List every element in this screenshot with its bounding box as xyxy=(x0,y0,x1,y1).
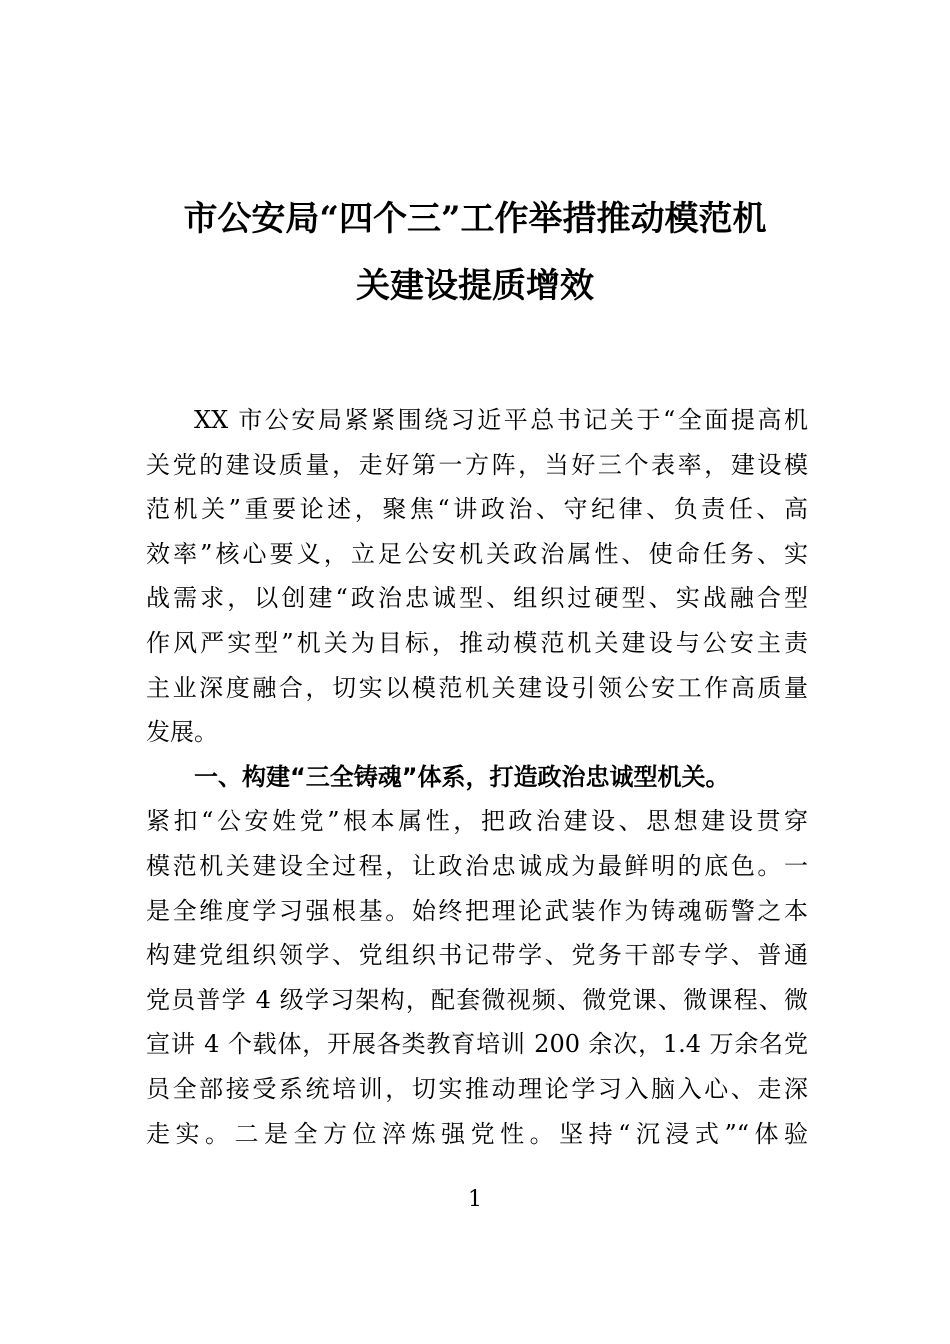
document-body xyxy=(146,398,808,1156)
body-line: 作风严实型”机关为目标，推动模范机关建设与公安主责 xyxy=(146,628,808,657)
document-title-line-2: 关建设提质增效 xyxy=(356,266,594,306)
body-line: 效率”核心要义，立足公安机关政治属性、使命任务、实 xyxy=(146,539,808,568)
body-line: 关党的建设质量，走好第一方阵，当好三个表率，建设模 xyxy=(146,450,808,479)
body-line: 发展。 xyxy=(146,718,218,747)
body-line: 主业深度融合，切实以模范机关建设引领公安工作高质量 xyxy=(146,673,808,702)
document-title-line-1: 市公安局“四个三”工作举措推动模范机 xyxy=(183,199,767,239)
body-line: 是全维度学习强根基。始终把理论武装作为铸魂砺警之本 xyxy=(146,896,808,925)
body-line: 宣讲 4 个载体，开展各类教育培训 200 余次，1.4 万余名党 xyxy=(146,1030,808,1059)
body-line: 走实。二是全方位淬炼强党性。坚持“沉浸式”“体验 xyxy=(146,1119,808,1148)
body-line: 模范机关建设全过程，让政治忠诚成为最鲜明的底色。一 xyxy=(146,851,808,880)
section-heading: 一、构建“三全铸魂”体系，打造政治忠诚型机关。 xyxy=(194,762,730,791)
body-line: 员全部接受系统培训，切实推动理论学习入脑入心、走深 xyxy=(146,1074,808,1103)
body-line: XX 市公安局紧紧围绕习近平总书记关于“全面提高机 xyxy=(194,406,808,434)
body-line: 构建党组织领学、党组织书记带学、党务干部专学、普通 xyxy=(146,941,808,970)
body-line: 战需求，以创建“政治忠诚型、组织过硬型、实战融合型 xyxy=(146,584,808,613)
body-line: 紧扣“公安姓党”根本属性，把政治建设、思想建设贯穿 xyxy=(146,807,808,836)
body-line: 范机关”重要论述，聚焦“讲政治、守纪律、负责任、高 xyxy=(146,495,808,524)
page-number: 1 xyxy=(468,1187,482,1212)
body-line: 党员普学 4 级学习架构，配套微视频、微党课、微课程、微 xyxy=(146,985,808,1014)
